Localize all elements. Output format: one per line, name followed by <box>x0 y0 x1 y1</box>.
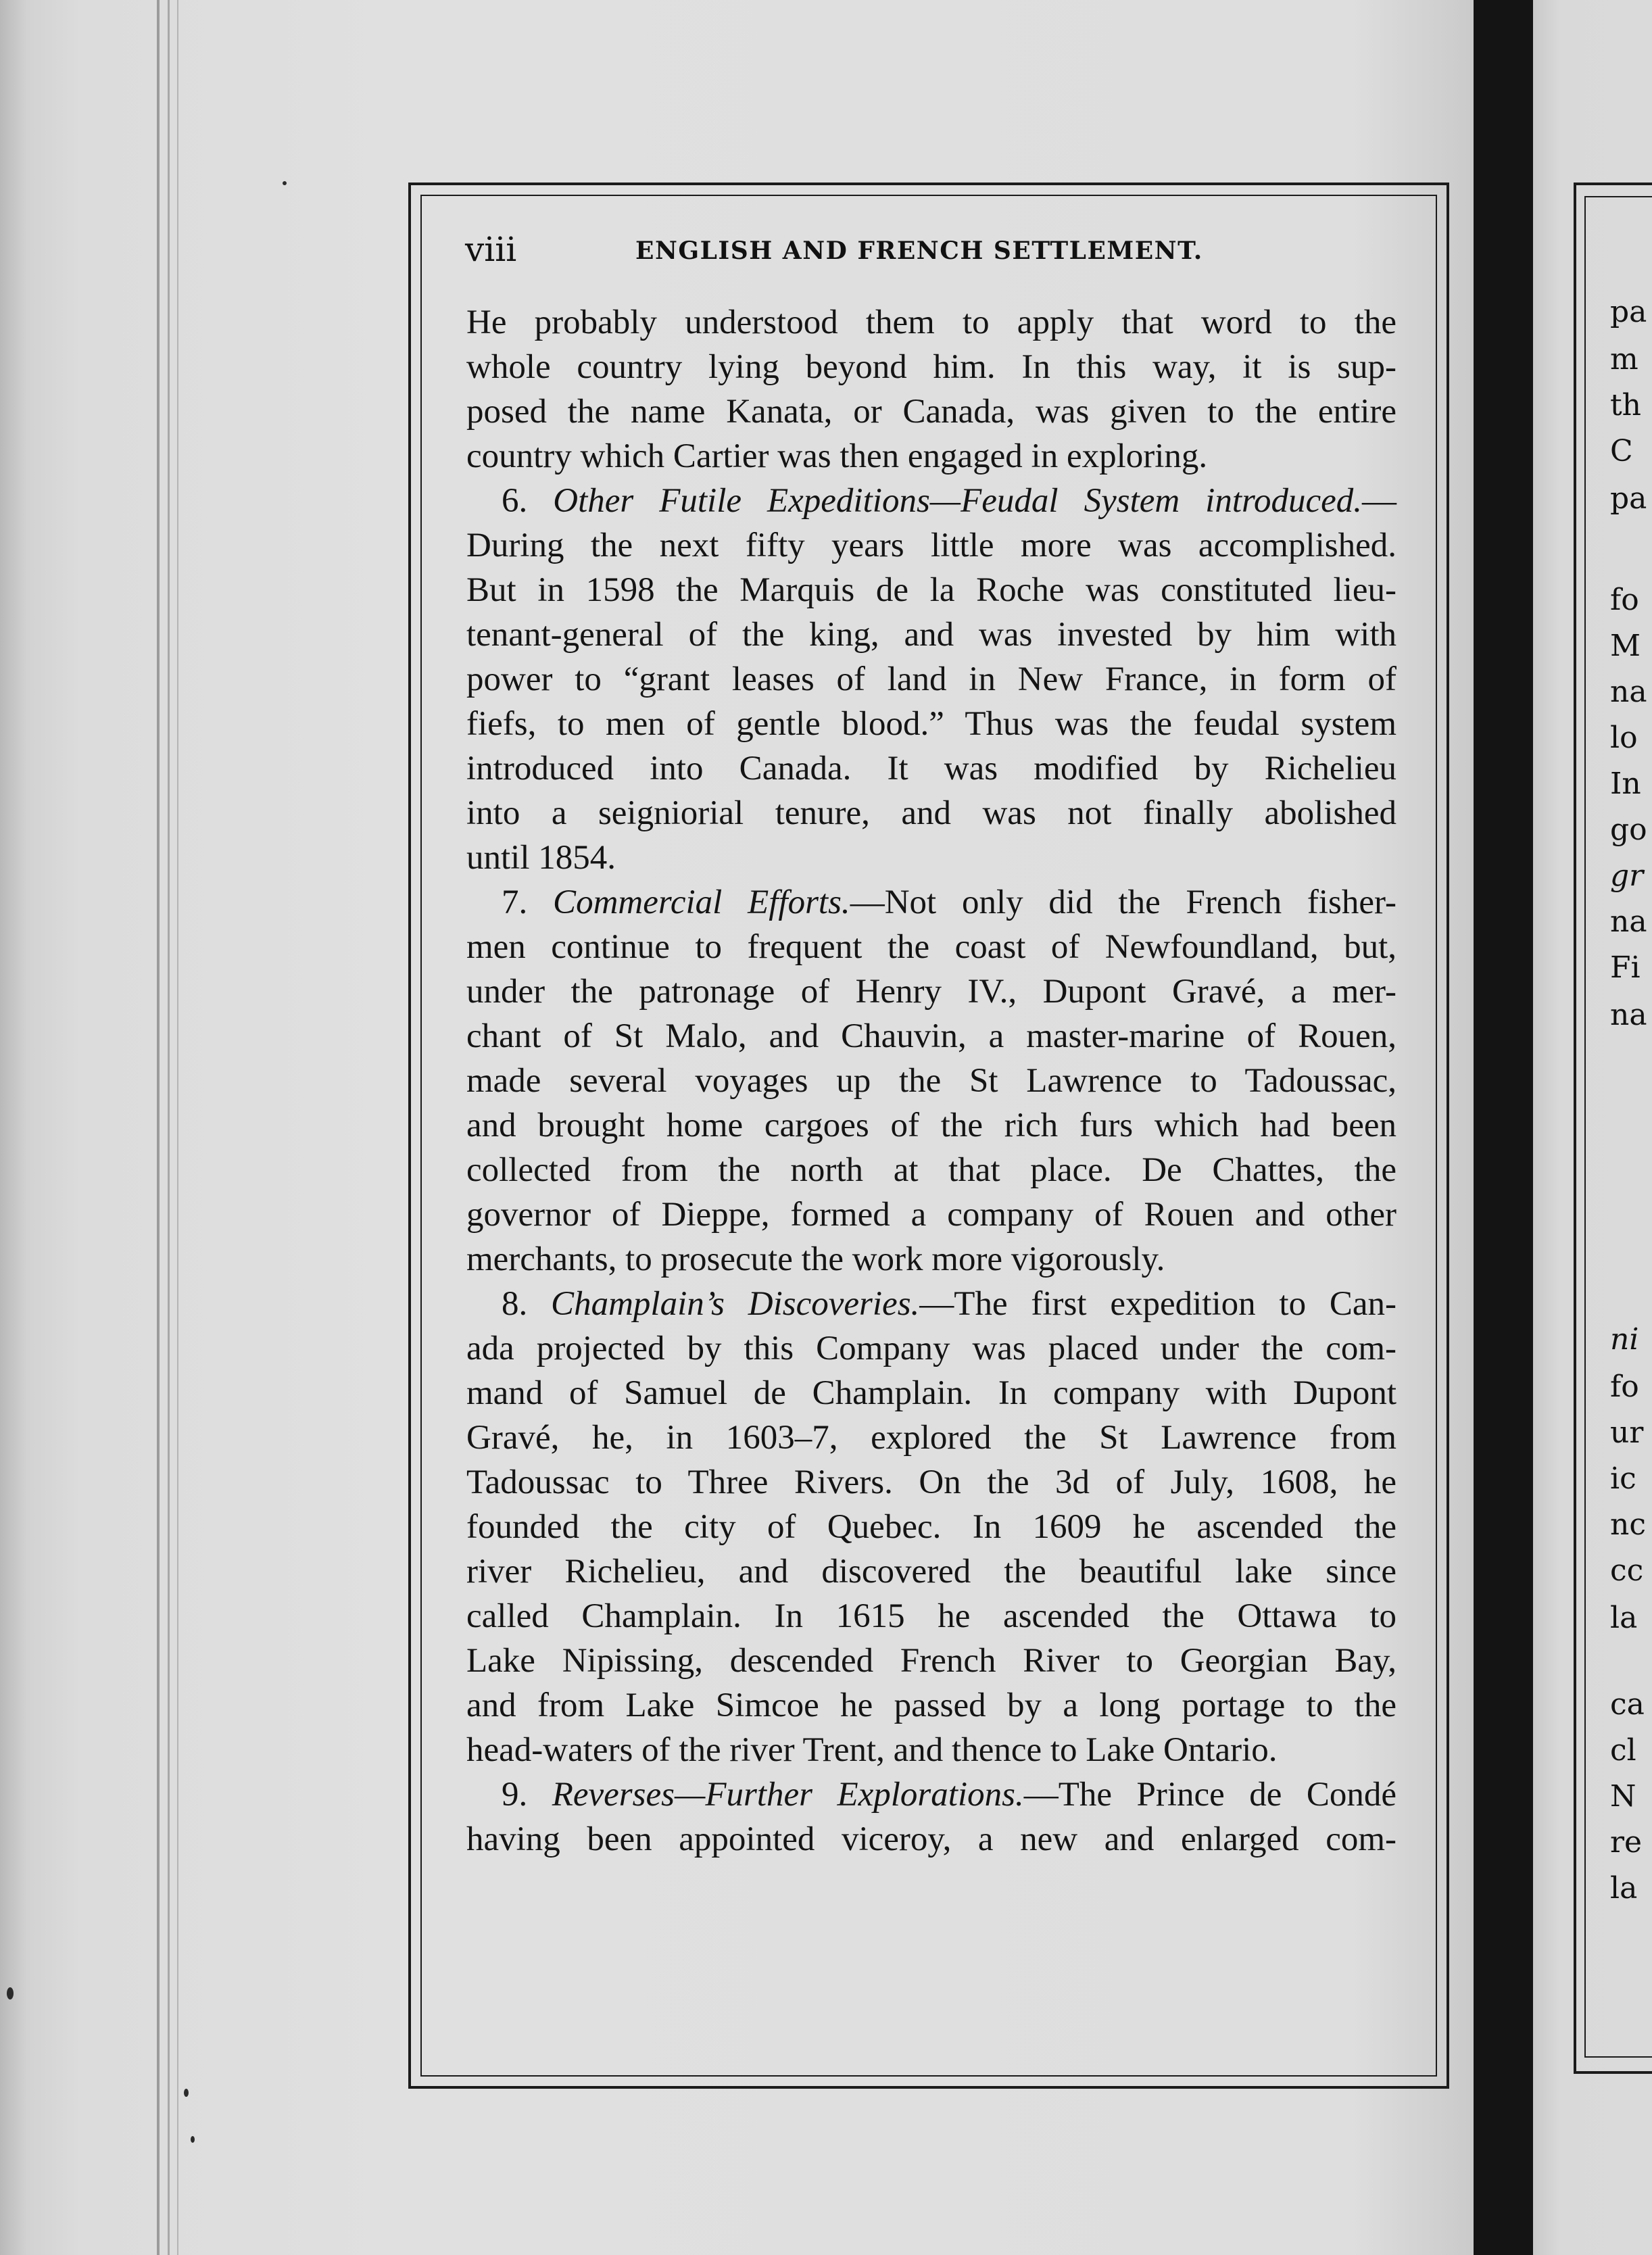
line-text: collected from the north at that place. De Chattes, the <box>466 1151 1396 1189</box>
text-line <box>466 1059 1396 1103</box>
scan-speck <box>184 2089 189 2097</box>
facing-page-fragment: ur <box>1610 1415 1644 1450</box>
text-line <box>466 702 1396 746</box>
facing-page-fragment: cl <box>1610 1733 1636 1768</box>
text-line <box>466 835 1396 880</box>
facing-page-fragment: th <box>1610 388 1642 422</box>
text-line <box>466 1728 1396 1772</box>
line-text: having been appointed viceroy, a new and enlarged com- <box>466 1820 1396 1858</box>
facing-page-fragment: nc <box>1610 1507 1646 1542</box>
scan-speck <box>283 181 287 185</box>
facing-page-fragment: lo <box>1610 721 1638 755</box>
facing-page-fragment: la <box>1610 1871 1638 1906</box>
page-header <box>465 230 1391 277</box>
facing-page-fragment: pa <box>1610 295 1647 329</box>
text-line <box>466 1326 1396 1371</box>
page-number: viii <box>465 230 517 269</box>
text-line <box>466 1460 1396 1505</box>
section-number: 6. <box>502 482 528 520</box>
line-text: founded the city of Quebec. In 1609 he ascended the <box>466 1508 1396 1546</box>
scan-speck <box>7 1987 14 1999</box>
text-line <box>466 1237 1396 1282</box>
line-text: and brought home cargoes of the rich furs which had been <box>466 1107 1396 1144</box>
section-number: 7. <box>502 883 528 921</box>
line-text: river Richelieu, and discovered the beautiful lake since <box>466 1553 1396 1591</box>
line-text: into a seigniorial tenure, and was not finally abolished <box>466 794 1396 832</box>
section-heading: Champlain’s Discoveries. <box>551 1285 920 1323</box>
line-text: — <box>1362 482 1397 520</box>
facing-page-fragment: In <box>1610 767 1641 801</box>
text-line <box>466 300 1396 345</box>
line-text: until 1854. <box>466 839 616 877</box>
text-line <box>466 1505 1396 1549</box>
text-line <box>466 1817 1396 1862</box>
facing-page-fragment: Fi <box>1610 950 1641 985</box>
facing-page-fragment: fo <box>1610 583 1639 617</box>
line-text: power to “grant leases of land in New France, in form of <box>466 660 1396 698</box>
facing-page-fragment: fo <box>1610 1369 1639 1404</box>
facing-page-fragment: cc <box>1610 1553 1644 1588</box>
facing-page-fragment: go <box>1610 813 1647 847</box>
text-line <box>466 1549 1396 1594</box>
text-line <box>466 1192 1396 1237</box>
line-text: ada projected by this Company was placed under the com- <box>466 1330 1396 1367</box>
text-line <box>466 568 1396 612</box>
facing-page-fragment: M <box>1610 629 1641 663</box>
facing-page-fragment: ca <box>1610 1687 1645 1722</box>
text-line <box>466 1103 1396 1148</box>
line-text: tenant-general of the king, and was invested by him with <box>466 616 1396 654</box>
line-text: called Champlain. In 1615 he ascended the Ottawa to <box>466 1597 1396 1635</box>
line-text: under the patronage of Henry IV., Dupont Gravé, a mer- <box>466 973 1396 1011</box>
facing-page-fragment: ni <box>1610 1322 1639 1357</box>
facing-page-fragment: re <box>1610 1825 1643 1860</box>
line-text: Gravé, he, in 1603–7, explored the St Lawrence from <box>466 1419 1396 1457</box>
line-text: mand of Samuel de Champlain. In company with Dupont <box>466 1374 1396 1412</box>
line-text: Tadoussac to Three Rivers. On the 3d of July, 1608, he <box>466 1463 1396 1501</box>
facing-page-fragment: na <box>1610 998 1647 1032</box>
line-text: Lake Nipissing, descended French River to Georgian Bay, <box>466 1642 1396 1680</box>
section-heading: Other Futile Expeditions—Feudal System introduced. <box>553 482 1363 520</box>
text-line <box>466 1371 1396 1415</box>
line-text: merchants, to prosecute the work more vigorously. <box>466 1240 1165 1278</box>
line-text: and from Lake Simcoe he passed by a long portage to the <box>466 1687 1396 1724</box>
text-line <box>466 1683 1396 1728</box>
text-line <box>466 791 1396 835</box>
running-title: ENGLISH AND FRENCH SETTLEMENT. <box>635 237 1203 265</box>
text-line <box>466 479 1396 523</box>
text-line <box>466 657 1396 702</box>
facing-page-fragment: la <box>1610 1601 1638 1635</box>
scan-speck <box>191 2136 195 2143</box>
section-heading: Reverses—Further Explorations. <box>552 1776 1024 1814</box>
line-text: chant of St Malo, and Chauvin, a master-marine of Rouen, <box>466 1017 1396 1055</box>
line-text: posed the name Kanata, or Canada, was given to the entire <box>466 393 1396 431</box>
section-number: 8. <box>502 1285 528 1323</box>
text-line <box>466 1639 1396 1683</box>
section-heading: Commercial Efforts. <box>553 883 850 921</box>
line-text: —The Prince de Condé <box>1023 1776 1397 1814</box>
facing-page-fragment: C <box>1610 434 1633 468</box>
line-text: made several voyages up the St Lawrence to Tadoussac, <box>466 1062 1396 1100</box>
text-line <box>466 434 1396 479</box>
page-edge-line <box>157 0 160 2255</box>
text-line <box>466 746 1396 791</box>
line-text: whole country lying beyond him. In this way, it is sup- <box>466 348 1396 386</box>
page-edge-line <box>177 0 178 2255</box>
text-line <box>466 1594 1396 1639</box>
text-line <box>466 345 1396 389</box>
facing-page-fragment: na <box>1610 675 1647 709</box>
facing-page-fragment: gr <box>1610 858 1644 893</box>
line-text: head-waters of the river Trent, and thence to Lake Ontario. <box>466 1731 1278 1769</box>
line-text: fiefs, to men of gentle blood.” Thus was the feudal system <box>466 705 1396 743</box>
text-line <box>466 880 1396 925</box>
text-line <box>466 1415 1396 1460</box>
line-text: But in 1598 the Marquis de la Roche was constituted lieu- <box>466 571 1396 609</box>
facing-page-fragment: na <box>1610 904 1647 939</box>
section-number: 9. <box>502 1776 528 1814</box>
text-line <box>466 523 1396 568</box>
line-text: —Not only did the French fisher- <box>850 883 1396 921</box>
page-edge-line <box>168 0 170 2255</box>
text-line <box>466 1014 1396 1059</box>
line-text: men continue to frequent the coast of Newfoundland, but, <box>466 928 1396 966</box>
facing-page-fragment: pa <box>1610 481 1647 516</box>
text-line <box>466 1772 1396 1817</box>
text-line <box>466 1148 1396 1192</box>
facing-page-fragments <box>1610 0 1652 2255</box>
line-text: He probably understood them to apply that word to the <box>466 304 1396 341</box>
line-text: During the next fifty years little more was accomplished. <box>466 527 1396 564</box>
facing-page-fragment: m <box>1610 342 1638 377</box>
facing-page-fragment: N <box>1610 1779 1636 1814</box>
line-text: governor of Dieppe, formed a company of Rouen and other <box>466 1196 1396 1234</box>
line-text: —The first expedition to Can- <box>919 1285 1397 1323</box>
line-text: introduced into Canada. It was modified by Richelieu <box>466 750 1396 787</box>
facing-page-fragment: ic <box>1610 1461 1636 1496</box>
text-line <box>466 1282 1396 1326</box>
body-text <box>466 300 1396 1862</box>
text-line <box>466 925 1396 969</box>
text-line <box>466 389 1396 434</box>
text-line <box>466 969 1396 1014</box>
text-line <box>466 612 1396 657</box>
line-text: country which Cartier was then engaged in exploring. <box>466 437 1208 475</box>
